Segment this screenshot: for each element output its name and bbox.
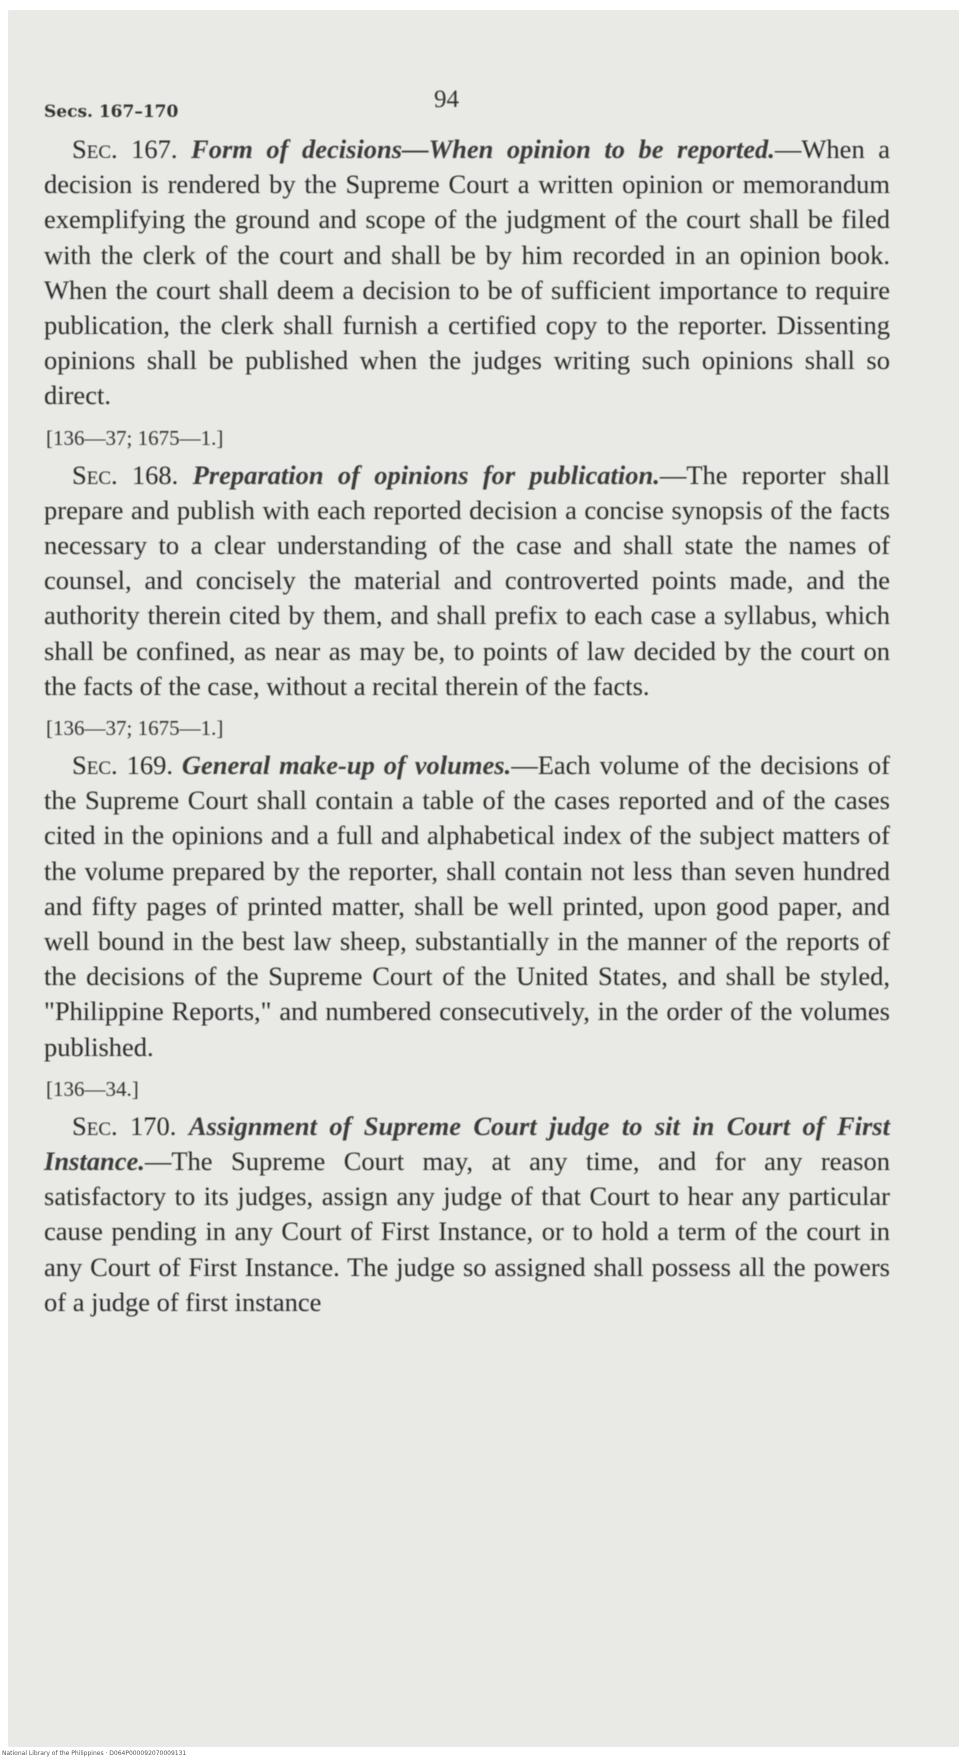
section-label: Sec. 170.: [72, 1110, 177, 1141]
running-head: [44, 84, 890, 132]
section-170: [44, 1109, 890, 1320]
section-label: Sec. 169.: [72, 750, 173, 781]
section-title: General make-up of volumes.: [181, 750, 512, 781]
section-label: Sec. 168.: [72, 459, 179, 490]
section-167: [44, 132, 890, 414]
section-168: [44, 458, 890, 704]
section-citation: [136—34.]: [46, 1076, 139, 1101]
section-body: —The Supreme Court may, at any time, and for any reason satisfactory to its judges, assign any judge of that Court to hear any particular cause pending in any Court of First Instance, or to hold a term of the court in any Court of First Instance. The judge so assigned shall possess all the powers of a judge of first instance: [44, 1146, 890, 1317]
section-title: Form of decisions—When opinion to be reported.: [191, 134, 775, 164]
section-title: Preparation of opinions for publication.: [192, 459, 660, 490]
page-number: 94: [434, 86, 459, 113]
section-citation: [136—37; 1675—1.]: [46, 716, 224, 741]
section-label: Sec. 167.: [72, 134, 178, 164]
section-body: —When a decision is rendered by the Supreme Court a written opinion or memorandum exemplifying the ground and scope of the judgment of the court shall be filed with the clerk of the court and shall be by him recorded in an opinion book. When the court shall deem a decision to be of sufficient importance to require publication, the clerk shall furnish a certified copy to the reporter. Dissenting opinions shall be published when the judges writing such opinions shall so direct.: [44, 134, 890, 411]
section-169: [44, 748, 890, 1065]
page-content: [44, 84, 890, 1320]
sections-range: Secs. 167–170: [44, 102, 179, 122]
section-body: —The reporter shall prepare and publish with each reported decision a concise synopsis of the facts necessary to a clear understanding of the case and shall state the names of counsel, and concisely the material and controverted points made, and the authority therein cited by them, and shall prefix to each case a syllabus, which shall be confined, as near as may be, to points of law decided by the court on the facts of the case, without a recital therein of the facts.: [44, 459, 891, 701]
section-title: Assignment of Supreme Court judge to sit in Court of First Instance.: [44, 1110, 890, 1177]
section-body: —Each volume of the decisions of the Supreme Court shall contain a table of the cases reported and of the cases cited in the opinions and a full and alphabetical index of the subject matters of the volume prepared by the reporter, shall contain not less than seven hundred and fifty pages of printed matter, shall be well printed, upon good paper, and well bound in the best law sheep, substantially in the manner of the reports of the decisions of the Supreme Court of the United States, and shall be styled, "Philippine Reports," and numbered consecutively, in the order of the volumes published.: [44, 750, 890, 1062]
scan-footer-note: National Library of the Philippines · D064P000092070009131: [2, 1750, 187, 1757]
section-citation: [136—37; 1675—1.]: [46, 425, 224, 450]
